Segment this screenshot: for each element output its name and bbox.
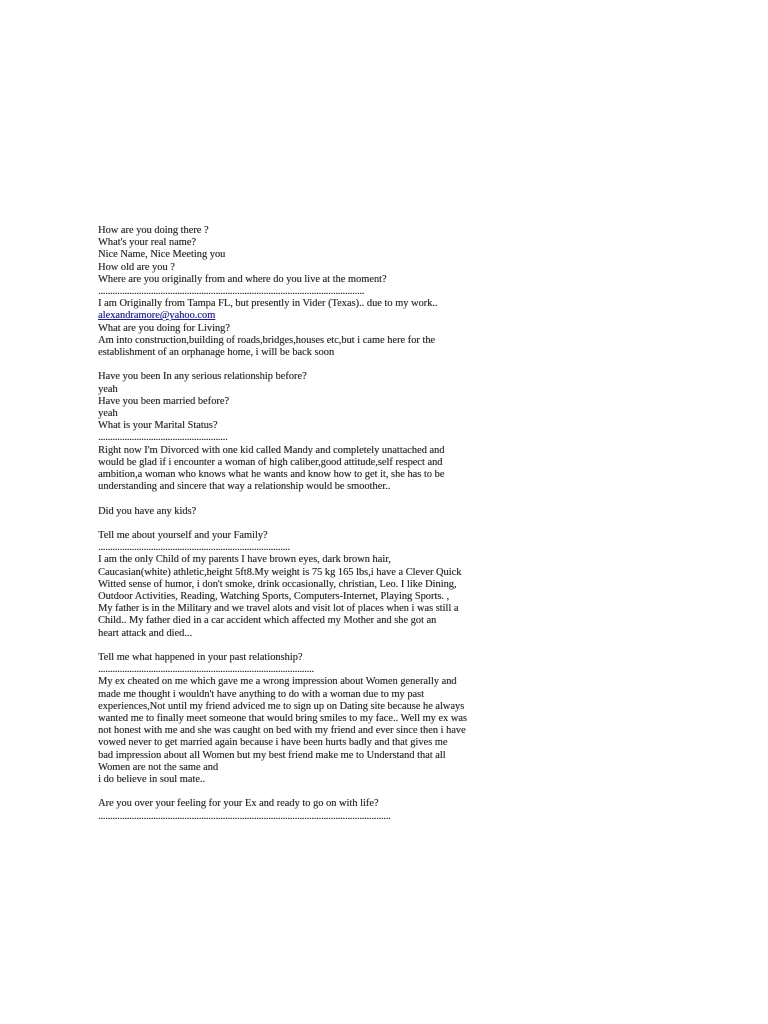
text-line: Caucasian(white) athletic,height 5ft8.My weight is 75 kg 165 lbs,i have a Clever Quick	[98, 566, 462, 578]
text-line: would be glad if i encounter a woman of high caliber,good attitude,self respect and	[98, 456, 443, 468]
text-line: Are you over your feeling for your Ex and ready to go on with life?	[98, 798, 379, 810]
text-line: ambition,a woman who knows what he wants and know how to get it, she has to be	[98, 469, 445, 481]
dotted-separator: ..........................................................................................................................	[98, 810, 391, 822]
email-link[interactable]: alexandramore@yahoo.com	[98, 310, 216, 322]
paragraph-gap	[98, 786, 488, 798]
text-line: Nice Name, Nice Meeting you	[98, 249, 226, 261]
text-line: experiences,Not until my friend adviced me to sign up on Dating site because he always	[98, 700, 465, 712]
text-line: Did you have any kids?	[98, 505, 197, 517]
paragraph-gap	[98, 359, 488, 371]
text-line: Outdoor Activities, Reading, Watching Sports, Computers-Internet, Playing Sports. ,	[98, 591, 450, 603]
text-line: yeah	[98, 383, 118, 395]
text-line: Right now I'm Divorced with one kid called Mandy and completely unattached and	[98, 444, 445, 456]
text-line: Tell me what happened in your past relationship?	[98, 652, 303, 664]
text-line: understanding and sincere that way a relationship would be smoother..	[98, 481, 391, 493]
text-line: Women are not the same and	[98, 761, 219, 773]
text-line: establishment of an orphanage home, i will be back soon	[98, 347, 335, 359]
text-line: I am Originally from Tampa FL, but presently in Vider (Texas).. due to my work..	[98, 298, 438, 310]
text-line	[98, 310, 488, 322]
dotted-separator: ......................................................	[98, 432, 228, 444]
text-line: What is your Marital Status?	[98, 420, 218, 432]
paragraph-gap	[98, 640, 488, 652]
text-line: Witted sense of humor, i don't smoke, drink occasionally, christian, Leo. I like Dining,	[98, 578, 457, 590]
text-line: wanted me to finally meet someone that would bring smiles to my face.. Well my ex was	[98, 713, 467, 725]
text-line: What are you doing for Living?	[98, 322, 230, 334]
text-line: yeah	[98, 408, 118, 420]
text-line: How are you doing there ?	[98, 225, 209, 236]
dotted-separator: ..........................................................................................	[98, 664, 314, 676]
text-line: Where are you originally from and where do you live at the moment?	[98, 273, 387, 285]
text-line: Child.. My father died in a car accident which affected my Mother and she got an	[98, 615, 437, 627]
text-line: How old are you ?	[98, 261, 175, 273]
text-line: What's your real name?	[98, 237, 196, 249]
text-line: i do believe in soul mate..	[98, 774, 206, 786]
dotted-separator: ...............................................................................................................	[98, 286, 365, 298]
text-line: Tell me about yourself and your Family?	[98, 530, 268, 542]
text-line: Have you been In any serious relationship before?	[98, 371, 307, 383]
text-line: Am into construction,building of roads,bridges,houses etc,but i came here for the	[98, 334, 436, 346]
paragraph-gap	[98, 493, 488, 505]
text-line: made me thought i wouldn't have anything to do with a woman due to my past	[98, 688, 424, 700]
text-line: I am the only Child of my parents I have brown eyes, dark brown hair,	[98, 554, 391, 566]
dotted-separator: ................................................................................	[98, 542, 290, 554]
text-line: vowed never to get married again because i have been hurts badly and that gives me	[98, 737, 448, 749]
text-line: heart attack and died...	[98, 627, 193, 639]
text-line: My ex cheated on me which gave me a wrong impression about Women generally and	[98, 676, 457, 688]
paragraph-gap	[98, 518, 488, 530]
text-line: bad impression about all Women but my best friend make me to Understand that all	[98, 749, 446, 761]
text-line: Have you been married before?	[98, 395, 229, 407]
text-line: My father is in the Military and we travel alots and visit lot of places when i was still a	[98, 603, 459, 615]
document-body	[98, 225, 488, 823]
text-line: not honest with me and she was caught on bed with my friend and ever since then i have	[98, 725, 466, 737]
